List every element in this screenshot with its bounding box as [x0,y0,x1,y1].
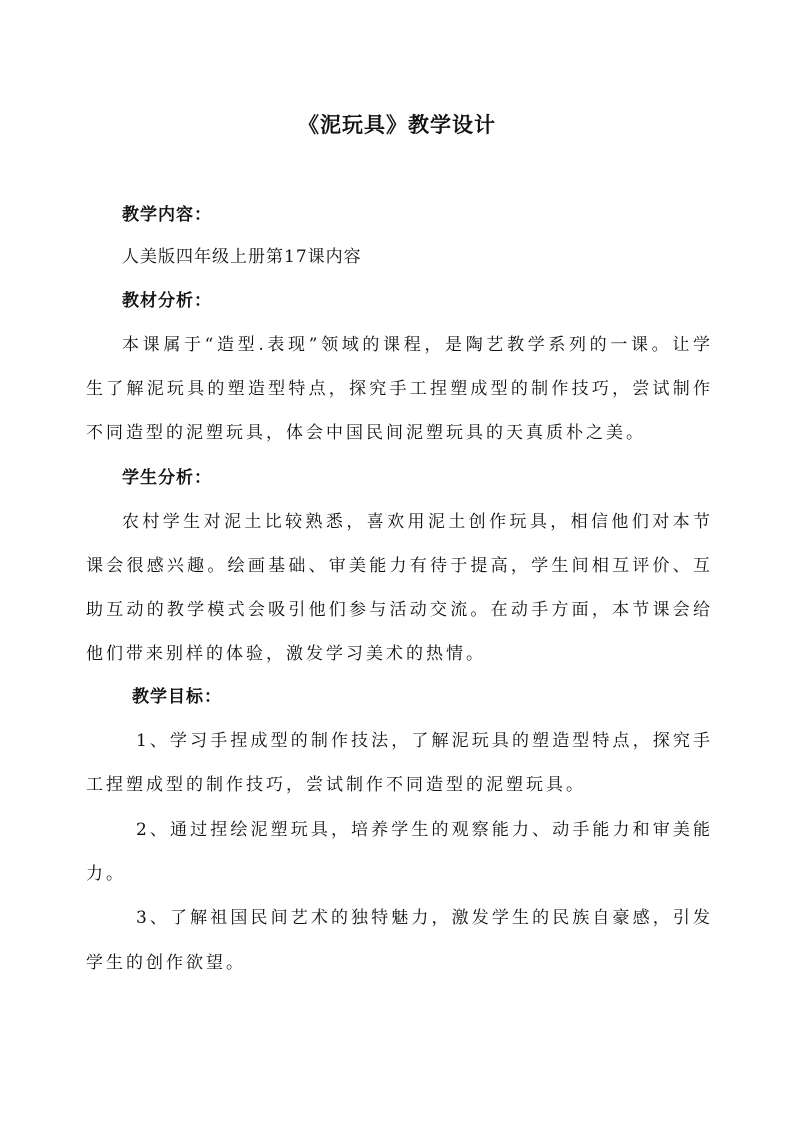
objective-line: 学生的创作欲望。 [86,953,246,973]
section-heading-textbook-analysis: 教材分析： [122,291,212,311]
paragraph-line: 课会很感兴趣。绘画基础、审美能力有待于提高，学生间相互评价、互 [86,556,710,576]
objective-line: 力。 [86,864,126,884]
objective-line: 工捏塑成型的制作技巧，尝试制作不同造型的泥塑玩具。 [86,775,586,795]
section-heading-student-analysis: 学生分析： [122,468,212,488]
section-heading-objectives: 教学目标： [132,687,222,707]
paragraph-line: 不同造型的泥塑玩具，体会中国民间泥塑玩具的天真质朴之美。 [86,423,646,443]
content-line: 人美版四年级上册第17课内容 [122,247,362,267]
section-heading-content: 教学内容： [122,205,212,225]
objective-line: 3、了解祖国民间艺术的独特魅力，激发学生的民族自豪感，引发 [136,908,710,928]
paragraph-line: 生了解泥玩具的塑造型特点，探究手工捏塑成型的制作技巧，尝试制作 [86,379,710,399]
paragraph-line: 助互动的教学模式会吸引他们参与活动交流。在动手方面，本节课会给 [86,600,710,620]
paragraph-line: 农村学生对泥土比较熟悉，喜欢用泥土创作玩具，相信他们对本节 [122,512,710,532]
objective-line: 1、学习手捏成型的制作技法，了解泥玩具的塑造型特点，探究手 [136,731,710,751]
objective-line: 2、通过捏绘泥塑玩具，培养学生的观察能力、动手能力和审美能 [136,820,710,840]
paragraph-line: 他们带来别样的体验，激发学习美术的热情。 [86,644,486,664]
paragraph-line: 本课属于“造型.表现”领域的课程，是陶艺教学系列的一课。让学 [122,335,710,355]
document-title: 《泥玩具》教学设计 [298,112,496,137]
